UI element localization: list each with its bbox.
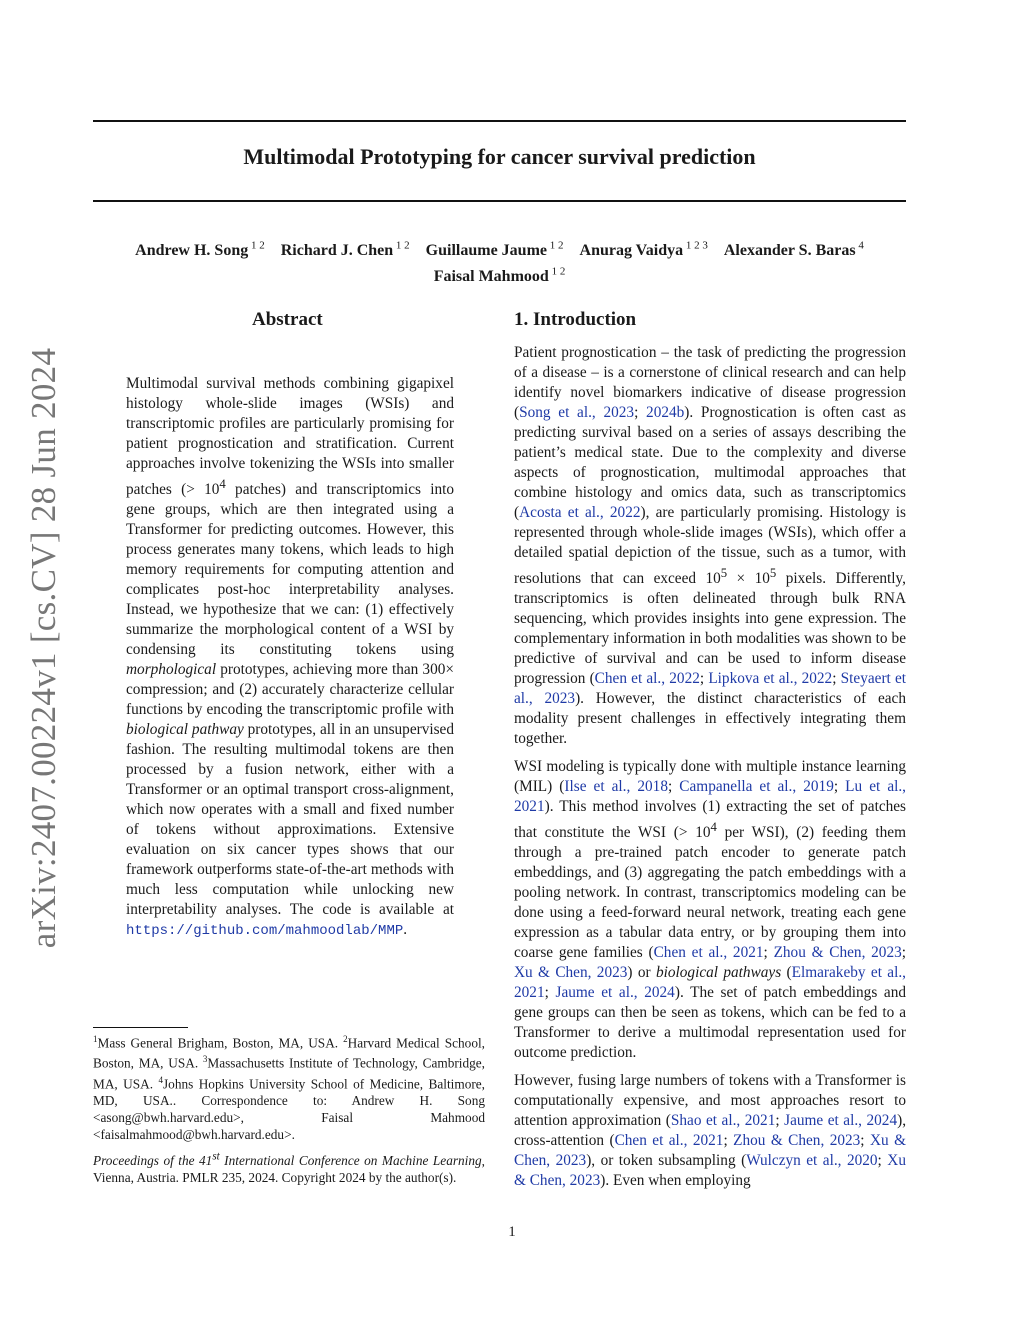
citation-link[interactable]: Xu & Chen, 2023 (514, 1132, 906, 1170)
citation-link[interactable]: Ilse et al., 2018 (564, 778, 668, 796)
author-name: Andrew H. Song $^{1 2}$ (135, 240, 265, 260)
intro-paragraph: Patient prognostication – the task of predicting the progression of a disease – is a cornerstone of clinical research and can help identify novel biomarkers indicative of disease progression (Song et al., 2023; 2024b). Prognostication is often cast as predicting survival based on a series of assays describing the patient’s medical state. Due to the complexity and diverse aspects of prognostication, multimodal approaches that combine histology and omics data, such as transcriptomics (Acosta et al., 2022), are particularly promising. Histology is represented through whole-slide images (WSIs), which offer a detailed spatial depiction of the tissue, such as a tumor, with resolutions that can exceed $10^5 \times 10^5$ pixels. Differently, transcriptomics is often delineated through bulk RNA sequencing, which provides insights into gene expression. The complementary information in both modalities was shown to be predictive of survival and can be used to inform disease progression (Chen et al., 2022; Lipkova et al., 2022; Steyaert et al., 2023). However, the distinct characteristics of each modality present challenges in effectively integrating them together. (514, 344, 907, 748)
title-top-rule (93, 120, 906, 122)
author-name: Guillaume Jaume $^{1 2}$ (425, 240, 564, 260)
citation-link[interactable]: Wulczyn et al., 2020 (746, 1152, 878, 1170)
citation-link[interactable]: Acosta et al., 2022 (519, 504, 641, 521)
citation-link[interactable]: Jaume et al., 2024 (784, 1112, 898, 1130)
intro-paragraph: However, fusing large numbers of tokens with a Transformer is computationally expensive, and most approaches resort to attention approximation (Shao et al., 2021; Jaume et al., 2024), cross-attention (Chen et al., 2021; Zhou & Chen, 2023; Xu & Chen, 2023), or token subsampling (Wulczyn et al., 2020; Xu & Chen, 2023). Even when employing (514, 1072, 907, 1190)
proceedings-note: Proceedings of the 41st International Conference on Machine Learning, Vienna, Austria. PMLR 235, 2024. Copyright 2024 by the author(s). (93, 1151, 485, 1186)
citation-link[interactable]: Steyaert et al., 2023 (514, 670, 907, 708)
code-link[interactable]: https://github.com/mahmoodlab/MMP (126, 923, 404, 940)
affiliations-footnote: $^1$Mass General Brigham, Boston, MA, USA. $^2$Harvard Medical School, Boston, MA, USA. $^3$Massachusetts Institute of Technology, Cambridge, MA, USA. $^4$Johns Hopkins University School of Medicine, Baltimore, MD, USA.. Correspondence to: Andrew H. Song <asong@bwh.harvard.edu>, Faisal Mahmood <faisalmahmood@bwh.harvard.edu>. (93, 1034, 485, 1143)
footnote-rule (93, 1027, 188, 1028)
citation-link[interactable]: Jaume et al., 2024 (555, 984, 675, 1002)
citation-link[interactable]: Song et al., 2023 (519, 404, 635, 421)
citation-link[interactable]: Campanella et al., 2019 (679, 778, 834, 796)
intro-paragraph: WSI modeling is typically done with multiple instance learning (MIL) (Ilse et al., 2018; Campanella et al., 2019; Lu et al., 2021). This method involves (1) extracting the set of patches that constitute the WSI (> $10^4$ per WSI), (2) feeding them through a pre-trained patch encoder to generate patch embeddings, and (3) aggregating the patch embeddings with a pooling network. In contrast, transcriptomics modeling can be done using a feed-forward neural network, treating each gene expression as a tabular data entry, or by grouping them into coarse gene families (Chen et al., 2021; Zhou & Chen, 2023; Xu & Chen, 2023) or biological pathways (Elmarakeby et al., 2021; Jaume et al., 2024). The set of patch embeddings and gene groups can then be seen as tokens, which can be fed to a Transformer to derive a multimodal representation used for outcome prediction. (514, 758, 907, 1062)
citation-link[interactable]: Chen et al., 2022 (594, 670, 700, 688)
arxiv-stamp: arXiv:2407.00224v1 [cs.CV] 28 Jun 2024 (24, 347, 63, 949)
citation-link[interactable]: Zhou & Chen, 2023 (773, 944, 902, 962)
citation-link[interactable]: Lu et al., 2021 (514, 778, 907, 816)
citation-link[interactable]: Xu & Chen, 2023 (514, 964, 628, 982)
citation-link[interactable]: Xu & Chen, 2023 (514, 1152, 906, 1190)
paper-title: Multimodal Prototyping for cancer survival prediction (243, 144, 756, 169)
author-name: Richard J. Chen $^{1 2}$ (280, 240, 410, 260)
author-name: Faisal Mahmood $^{1 2}$ (433, 265, 566, 285)
citation-link[interactable]: 2024b (646, 404, 685, 421)
abstract-body: Multimodal survival methods combining gigapixel histology whole-slide images (WSIs) and transcriptomic profiles are particularly promising for patient prognostication and stratification. Current approaches involve tokenizing the WSIs into smaller patches (> $10^4$ patches) and transcriptomics into gene groups, which are then integrated using a Transformer for predicting outcomes. However, this process generates many tokens, which leads to high memory requirements for computing attention and complicates post-hoc interpretability analyses. Instead, we hypothesize that we can: (1) effectively summarize the morphological content of a WSI by condensing its constituting tokens using morphological prototypes, achieving more than 300× compression; and (2) accurately characterize cellular functions by encoding the transcriptomic profile with biological pathway prototypes, all in an unsupervised fashion. The resulting multimodal tokens are then processed by a fusion network, either with a Transformer or an optimal transport cross-alignment, which now operates with a small and fixed number of tokens without approximations. Extensive evaluation on six cancer types shows that our framework outperforms state-of-the-art methods with much less computation while unlocking new interpretability analyses. The code is available at https://github.com/mahmoodlab/MMP. (126, 375, 454, 940)
abstract-heading: Abstract (252, 309, 323, 330)
author-name: Anurag Vaidya $^{1 2 3}$ (579, 240, 708, 260)
citation-link[interactable]: Shao et al., 2021 (670, 1112, 776, 1130)
author-list (93, 236, 906, 287)
citation-link[interactable]: Zhou & Chen, 2023 (733, 1132, 861, 1150)
citation-link[interactable]: Chen et al., 2021 (614, 1132, 724, 1150)
author-name: Alexander S. Baras $^4$ (723, 240, 864, 260)
citation-link[interactable]: Elmarakeby et al., 2021 (514, 964, 906, 1002)
citation-link[interactable]: Lipkova et al., 2022 (708, 670, 833, 688)
page-number: 1 (508, 1224, 516, 1240)
title-bottom-rule (93, 200, 906, 202)
citation-link[interactable]: Chen et al., 2021 (653, 944, 764, 962)
introduction-body (514, 343, 906, 1199)
introduction-heading: 1. Introduction (514, 309, 637, 330)
